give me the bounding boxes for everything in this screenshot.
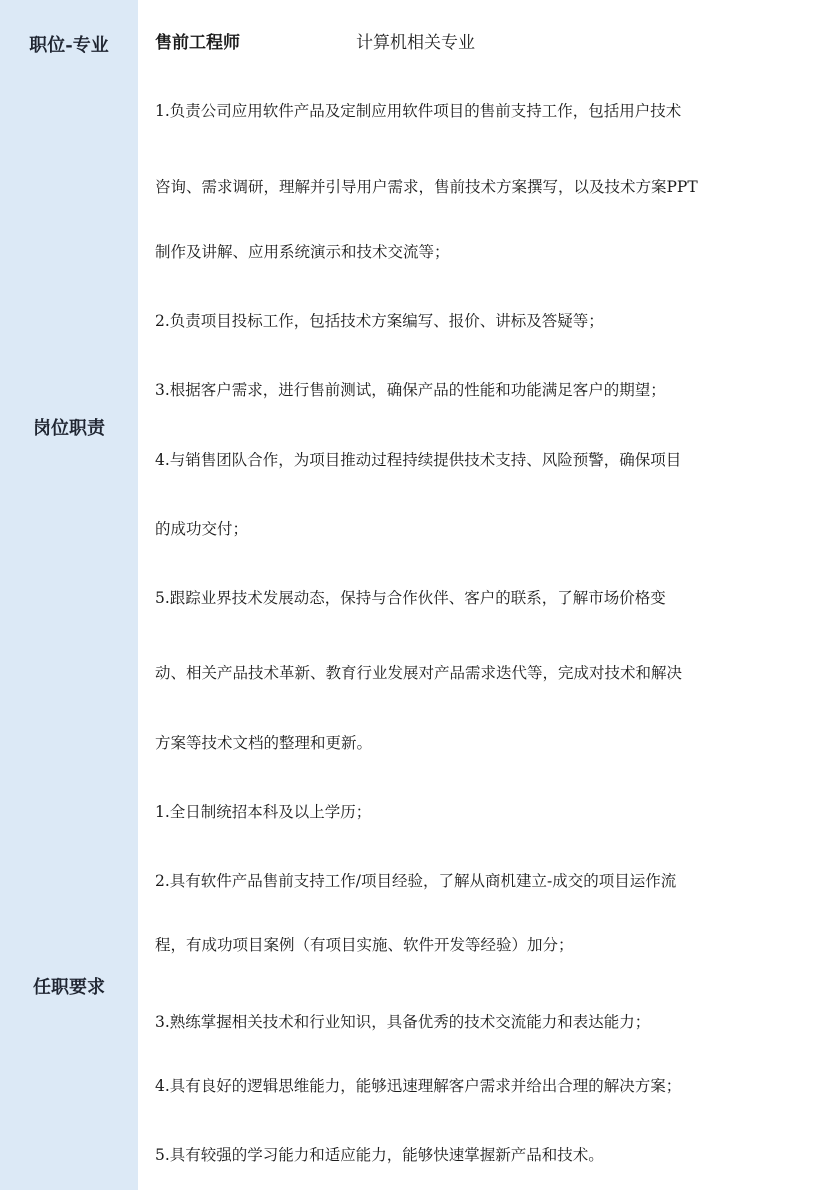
duties-label: 岗位职责 bbox=[33, 418, 105, 439]
requirement-line: 2.具有软件产品售前支持工作/项目经验，了解从商机建立-成交的项目运作流 bbox=[155, 872, 677, 890]
duty-line: 1.负责公司应用软件产品及定制应用软件项目的售前支持工作，包括用户技术 bbox=[155, 102, 682, 120]
duty-line: 咨询、需求调研，理解并引导用户需求，售前技术方案撰写，以及技术方案PPT bbox=[155, 178, 698, 196]
duty-line: 的成功交付； bbox=[155, 520, 249, 538]
duty-line: 方案等技术文档的整理和更新。 bbox=[155, 734, 373, 752]
job-title: 售前工程师 bbox=[155, 33, 240, 53]
duty-line: 2.负责项目投标工作，包括技术方案编写、报价、讲标及答疑等； bbox=[155, 312, 604, 330]
duty-line: 动、相关产品技术革新、教育行业发展对产品需求迭代等，完成对技术和解决 bbox=[155, 664, 683, 682]
duty-line: 5.跟踪业界技术发展动态，保持与合作伙伴、客户的联系，了解市场价格变 bbox=[155, 589, 666, 607]
duty-line: 3.根据客户需求，进行售前测试，确保产品的性能和功能满足客户的期望； bbox=[155, 381, 666, 399]
duty-line: 制作及讲解、应用系统演示和技术交流等； bbox=[155, 243, 450, 261]
requirement-line: 5.具有较强的学习能力和适应能力，能够快速掌握新产品和技术。 bbox=[155, 1146, 604, 1164]
duty-line: 4.与销售团队合作，为项目推动过程持续提供技术支持、风险预警，确保项目 bbox=[155, 451, 682, 469]
requirements-label: 任职要求 bbox=[33, 977, 105, 998]
requirement-line: 4.具有良好的逻辑思维能力，能够迅速理解客户需求并给出合理的解决方案； bbox=[155, 1077, 682, 1095]
requirement-line: 1.全日制统招本科及以上学历； bbox=[155, 803, 372, 821]
position-major-label: 职位-专业 bbox=[29, 35, 109, 56]
requirement-line: 3.熟练掌握相关技术和行业知识，具备优秀的技术交流能力和表达能力； bbox=[155, 1013, 651, 1031]
label-column bbox=[0, 0, 138, 1190]
major-requirement: 计算机相关专业 bbox=[356, 33, 475, 53]
requirement-line: 程，有成功项目案例（有项目实施、软件开发等经验）加分； bbox=[155, 936, 574, 954]
